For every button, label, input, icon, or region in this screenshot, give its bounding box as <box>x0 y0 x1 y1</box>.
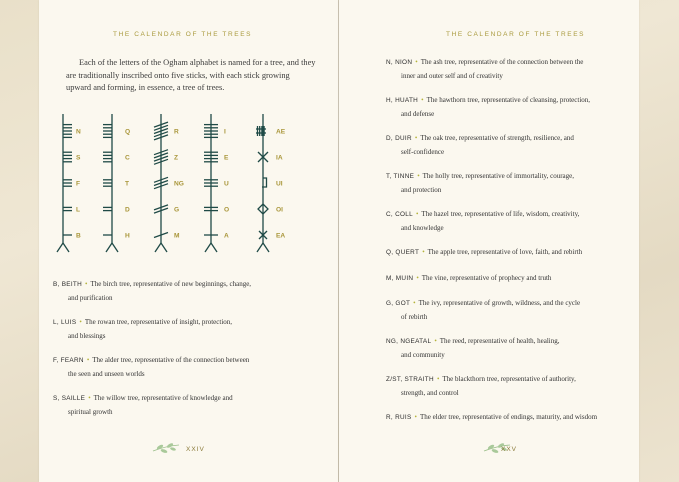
ogham-stick-root <box>57 243 63 252</box>
entry-term: M, MUIN <box>386 274 414 282</box>
entry-straith <box>386 373 631 399</box>
entry-text-cont: self-confidence <box>401 147 445 156</box>
entry-text: The birch tree, representative of new beginnings, change, <box>90 280 252 288</box>
bullet-dot: • <box>415 210 419 218</box>
entry-term: NG, NGEATAL <box>386 338 432 345</box>
ogham-letter-label: T <box>125 180 130 188</box>
entry-term: L, LUIS <box>53 319 77 326</box>
entry-term: B, BEITH <box>53 281 83 288</box>
ogham-letter-label: I <box>224 128 226 136</box>
entry-tinne <box>386 170 631 196</box>
bullet-dot: • <box>88 394 91 402</box>
entry-text: The vine, representative of prophecy and truth <box>421 273 552 282</box>
ogham-stick-root <box>257 243 263 252</box>
entry-text: The reed, representative of health, healing, <box>439 337 560 345</box>
intro-paragraph: Each of the letters of the Ogham alphabet is named for a tree, and they are traditionally inscribed onto five sticks, with each stick growing upward and forming, in essence, a tree of trees. <box>66 58 316 93</box>
right-page <box>339 0 639 482</box>
entry-text: The hawthorn tree, representative of cleansing, protection, <box>426 96 591 104</box>
entry-text: The elder tree, representative of endings, maturity, and wisdom <box>420 413 598 421</box>
entry-text: The apple tree, representative of love, faith, and rebirth <box>427 248 583 256</box>
entry-term: C, COLL <box>386 211 413 218</box>
right-entries-list <box>386 56 631 437</box>
entry-term: F, FEARN <box>53 357 84 364</box>
ogham-stick-root <box>112 243 118 252</box>
ogham-stick-root <box>205 243 211 252</box>
left-page <box>39 0 338 482</box>
leaf-sprig-icon <box>151 442 181 454</box>
entry-text: The ivy, representative of growth, wildness, and the cycle <box>418 299 581 307</box>
ogham-letter-label: L <box>76 206 81 214</box>
entry-text-cont: and defense <box>401 109 435 118</box>
ogham-letter-label: E <box>224 154 229 162</box>
entry-term: R, RUIS <box>386 414 412 421</box>
entry-beith <box>53 278 321 304</box>
bullet-dot: • <box>422 248 425 256</box>
ogham-letter-label: NG <box>174 180 184 188</box>
entry-text-cont: and community <box>401 350 445 359</box>
ogham-stick-root <box>161 243 167 252</box>
ogham-letter-label: Z <box>174 154 179 162</box>
entry-text-cont: and protection <box>401 185 442 194</box>
bullet-dot: • <box>414 413 417 421</box>
entry-term: T, TINNE <box>386 173 415 180</box>
entry-text-cont: strength, and control <box>401 388 459 397</box>
entry-text: The alder tree, representative of the connection between <box>92 356 250 364</box>
entry-huath <box>386 94 631 120</box>
entry-term: G, GOT <box>386 300 411 307</box>
ogham-letter-label: OI <box>276 206 283 214</box>
ogham-letter-label: R <box>174 128 179 136</box>
bullet-dot: • <box>415 58 418 66</box>
running-head-left: THE CALENDAR OF THE TREES <box>113 31 253 38</box>
bullet-dot: • <box>416 273 419 282</box>
ogham-letter-label: AE <box>276 128 286 136</box>
ogham-letter-label: F <box>76 180 81 188</box>
entry-fearn <box>53 354 321 380</box>
entry-text-cont: and purification <box>68 293 113 302</box>
entry-text: The ash tree, representative of the connection between the <box>420 58 584 66</box>
entry-text: The rowan tree, representative of insight, protection, <box>84 318 233 326</box>
entry-text-cont: and knowledge <box>401 223 444 232</box>
entry-term: N, NION <box>386 59 413 66</box>
entry-term: Q, QUERT <box>386 249 420 256</box>
entry-text: The holly tree, representative of immortality, courage, <box>422 172 575 180</box>
ogham-stick-root <box>211 243 217 252</box>
entry-text-cont: spiritual growth <box>68 407 113 416</box>
ogham-sticks-diagram <box>39 0 338 260</box>
ogham-letter-label: S <box>76 154 81 162</box>
running-head-right: THE CALENDAR OF THE TREES <box>446 31 586 38</box>
entry-ngeatal <box>386 335 631 361</box>
ogham-stick-root <box>106 243 112 252</box>
ogham-letter-label: A <box>224 232 229 240</box>
entry-got <box>386 297 631 323</box>
bullet-dot: • <box>79 318 82 326</box>
entry-saille <box>53 392 321 418</box>
entry-coll <box>386 208 631 234</box>
ogham-letter-label: IA <box>276 154 283 162</box>
ogham-letter-label: C <box>125 154 130 162</box>
bullet-dot: • <box>421 96 424 104</box>
ogham-letter-label: U <box>224 180 229 188</box>
ogham-letter-label: M <box>174 232 180 240</box>
page-number-left: XXIV <box>186 446 205 453</box>
entry-text: The blackthorn tree, representative of authority, <box>442 375 576 383</box>
bullet-dot: • <box>86 356 90 364</box>
entry-text: The willow tree, representative of knowledge and <box>93 394 233 402</box>
entry-term: S, SAILLE <box>53 395 86 402</box>
entry-text: The hazel tree, representative of life, wisdom, creativity, <box>421 210 580 218</box>
ogham-letter-label: O <box>224 206 230 214</box>
entry-text-cont: and blessings <box>68 331 106 340</box>
ogham-letter-label: UI <box>276 180 283 188</box>
ogham-letter-label: D <box>125 206 130 214</box>
ogham-stick-root <box>155 243 161 252</box>
ogham-letter-label: B <box>76 232 81 240</box>
bullet-dot: • <box>434 337 437 345</box>
ogham-letter-label: H <box>125 232 130 240</box>
entry-text-cont: the seen and unseen worlds <box>68 369 145 378</box>
entry-luis <box>53 316 321 342</box>
ogham-letter-label: EA <box>276 232 286 240</box>
bullet-dot: • <box>417 172 420 180</box>
entry-term: H, HUATH <box>386 97 419 104</box>
ogham-letter-label: Q <box>125 128 131 136</box>
bullet-dot: • <box>413 299 416 307</box>
bullet-dot: • <box>85 280 88 288</box>
entry-term: D, DUIR <box>386 135 412 142</box>
ogham-stick-root <box>63 243 69 252</box>
bullet-dot: • <box>414 134 418 142</box>
ogham-stick-root <box>263 243 269 252</box>
entry-text-cont: inner and outer self and of creativity <box>401 71 503 80</box>
ogham-letter-label: N <box>76 128 81 136</box>
page-number-right: XXV <box>501 446 518 453</box>
entry-ruis <box>386 411 631 425</box>
entry-nion <box>386 56 631 82</box>
bullet-dot: • <box>436 375 440 383</box>
entry-text-cont: of rebirth <box>401 312 428 321</box>
entry-text: The oak tree, representative of strength, resilience, and <box>420 134 574 142</box>
left-entries-list <box>53 278 321 430</box>
entry-term: Z/ST, STRAITH <box>386 376 434 383</box>
entry-duir <box>386 132 631 158</box>
entry-muin <box>386 272 631 286</box>
ogham-letter-label: G <box>174 206 180 214</box>
entry-quert <box>386 246 631 260</box>
